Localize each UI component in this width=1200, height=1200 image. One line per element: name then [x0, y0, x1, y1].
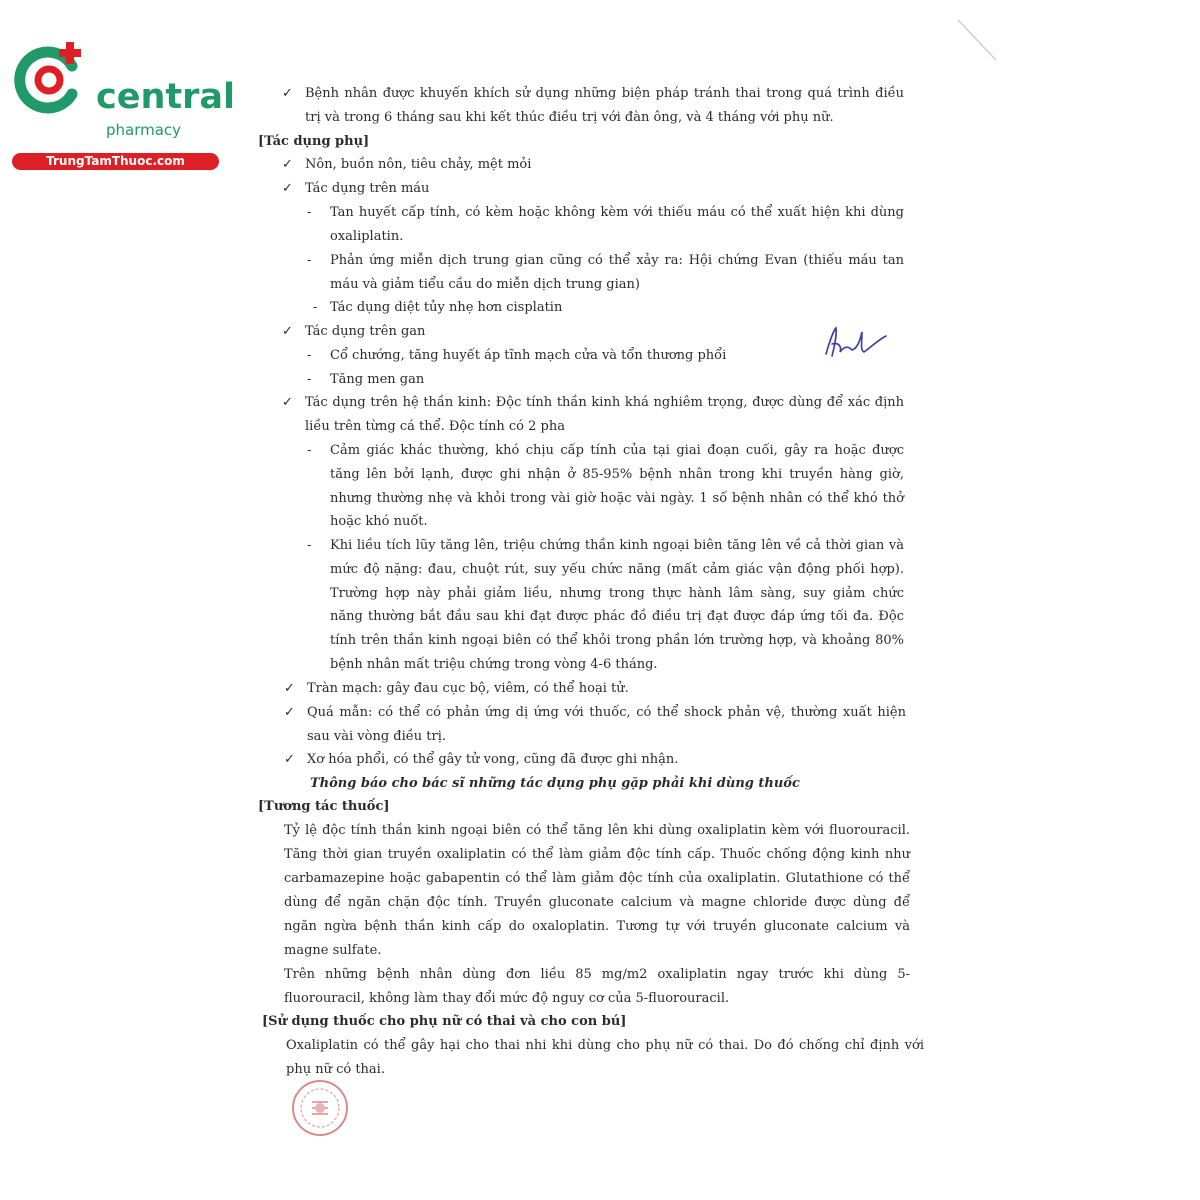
- text-line: Bệnh nhân được khuyến khích sử dụng những biện pháp tránh thai trong quá trình điều: [305, 86, 904, 101]
- dash-bullet: -: [307, 443, 312, 458]
- text-line: Tăng thời gian truyền oxaliplatin có thể làm giảm độc tính cấp. Thuốc chống động kinh như: [284, 847, 910, 862]
- checkmark-icon: ✓: [282, 86, 293, 101]
- text-line: Cảm giác khác thường, khó chịu cấp tính của tại giai đoạn cuối, gây ra hoặc được: [330, 443, 904, 458]
- text-line: dùng để ngăn chặn độc tính. Truyền gluconate calcium và magne chloride được dùng để: [284, 895, 910, 910]
- text-line: ngăn ngừa bệnh thần kinh cấp do oxaloplatin. Tương tự với truyền gluconate calcium và: [284, 919, 910, 934]
- text-line: Trên những bệnh nhân dùng đơn liều 85 mg/m2 oxaliplatin ngay trước khi dùng 5-: [284, 967, 910, 982]
- checkmark-icon: ✓: [284, 681, 295, 696]
- text-line: máu và giảm tiểu cầu do miễn dịch trung gian): [330, 277, 640, 292]
- text-line: bệnh nhân mất triệu chứng trong vòng 4-6 tháng.: [330, 657, 658, 672]
- text-line: sau vài vòng điều trị.: [307, 729, 447, 744]
- text-line: Nôn, buồn nôn, tiêu chảy, mệt mỏi: [305, 157, 532, 172]
- text-line: Trường hợp này phải giảm liều, nhưng trong thực hành lâm sàng, suy giảm chức: [330, 586, 904, 601]
- signature-icon: [820, 322, 890, 362]
- text-line: Oxaliplatin có thể gây hại cho thai nhi khi dùng cho phụ nữ có thai. Do đó chống chỉ định với: [286, 1038, 924, 1053]
- dash-bullet: -: [307, 253, 312, 268]
- brand-name: central: [96, 77, 236, 117]
- text-line: nhưng thường nhẹ và khỏi trong vài giờ hoặc vài ngày. 1 số bệnh nhân có thể khó thở: [330, 491, 904, 506]
- checkmark-icon: ✓: [284, 752, 295, 767]
- checkmark-icon: ✓: [282, 181, 293, 196]
- text-line: liều trên từng cá thể. Độc tính có 2 pha: [305, 419, 565, 434]
- text-line: Tác dụng trên máu: [305, 181, 430, 196]
- stamp-icon: [290, 1078, 350, 1138]
- brand-website: TrungTamThuoc.com: [12, 153, 219, 170]
- text-line: Tràn mạch: gây đau cục bộ, viêm, có thể hoại tử.: [307, 681, 629, 696]
- text-line: Quá mẫn: có thể có phản ứng dị ứng với thuốc, có thể shock phản vệ, thường xuất hiện: [307, 705, 906, 720]
- dash-bullet: -: [313, 300, 318, 315]
- text-line: trị và trong 6 tháng sau khi kết thúc điều trị với đàn ông, và 4 tháng với phụ nữ.: [305, 110, 834, 125]
- text-line: Phản ứng miễn dịch trung gian cũng có thể xảy ra: Hội chứng Evan (thiếu máu tan: [330, 253, 904, 268]
- dash-bullet: -: [307, 348, 312, 363]
- text-line: Tác dụng diệt tủy nhẹ hơn cisplatin: [330, 300, 563, 315]
- text-line: Khi liều tích lũy tăng lên, triệu chứng thần kinh ngoại biên tăng lên về cả thời gian và: [330, 538, 904, 553]
- checkmark-icon: ✓: [282, 324, 293, 339]
- text-line: Tác dụng trên hệ thần kinh: Độc tính thần kinh khá nghiêm trọng, được dùng để xác định: [305, 395, 904, 410]
- text-line: fluorouracil, không làm thay đổi mức độ nguy cơ của 5-fluorouracil.: [284, 991, 730, 1006]
- text-line: tăng lên bởi lạnh, được ghi nhận ở 85-95% bệnh nhân trong khi truyền hàng giờ,: [330, 467, 904, 482]
- text-line: oxaliplatin.: [330, 229, 404, 244]
- text-line: hoặc khó nuốt.: [330, 514, 428, 529]
- text-line: tính trên thần kinh ngoại biên có thể khỏi trong phần lớn trường hợp, và khoảng 80%: [330, 633, 904, 648]
- text-line: Tăng men gan: [330, 372, 425, 387]
- text-line: Cổ chướng, tăng huyết áp tĩnh mạch cửa và tổn thương phổi: [330, 348, 727, 363]
- checkmark-icon: ✓: [282, 157, 293, 172]
- text-line: Xơ hóa phổi, có thể gây tử vong, cũng đã được ghi nhận.: [307, 752, 679, 767]
- text-line: magne sulfate.: [284, 943, 382, 958]
- dash-bullet: -: [307, 538, 312, 553]
- text-line: Tác dụng trên gan: [305, 324, 426, 339]
- text-line: Tan huyết cấp tính, có kèm hoặc không kèm với thiếu máu có thể xuất hiện khi dùng: [330, 205, 904, 220]
- side-effects-heading: [Tác dụng phụ]: [258, 134, 370, 149]
- text-line: mức độ nặng: đau, chuột rút, suy yếu chức năng (mất cảm giác vận động phối hợp).: [330, 562, 904, 577]
- checkmark-icon: ✓: [282, 395, 293, 410]
- pregnancy-heading: [Sử dụng thuốc cho phụ nữ có thai và cho con bú]: [262, 1014, 627, 1029]
- brand-subtitle: pharmacy: [106, 121, 182, 139]
- checkmark-icon: ✓: [284, 705, 295, 720]
- side-effects-notice: Thông báo cho bác sĩ những tác dụng phụ gặp phải khi dùng thuốc: [310, 776, 800, 791]
- dash-bullet: -: [307, 205, 312, 220]
- text-line: Tỷ lệ độc tính thần kinh ngoại biên có thể tăng lên khi dùng oxaliplatin kèm với fluorouracil.: [284, 823, 910, 838]
- text-line: phụ nữ có thai.: [286, 1062, 385, 1077]
- text-line: carbamazepine hoặc gabapentin có thể làm giảm độc tính của oxaliplatin. Glutathione có thể: [284, 871, 910, 886]
- interactions-heading: [Tương tác thuốc]: [258, 799, 390, 814]
- dash-bullet: -: [307, 372, 312, 387]
- text-line: năng thường bắt đầu sau khi đạt được phác đồ điều trị đạt được đáp ứng tối đa. Độc: [330, 609, 904, 624]
